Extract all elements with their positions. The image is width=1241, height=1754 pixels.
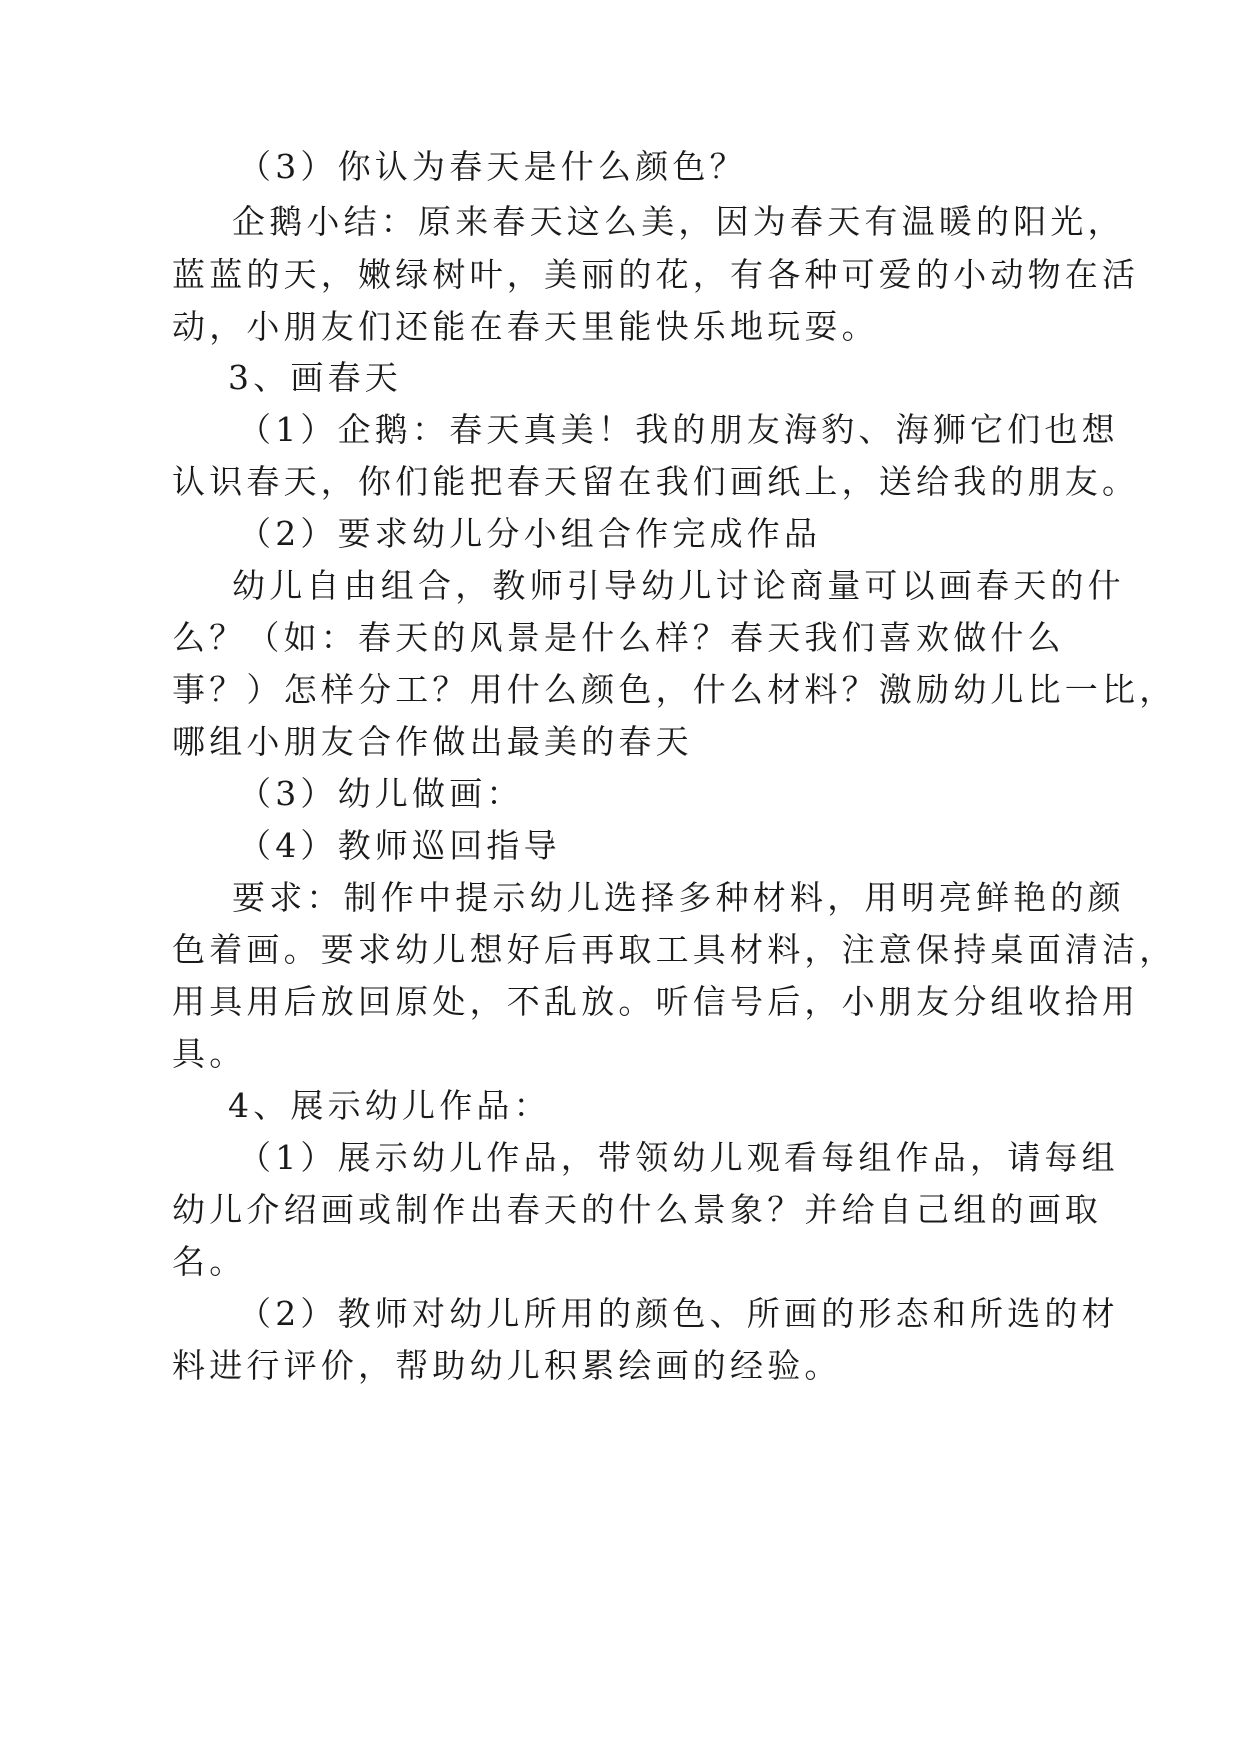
line-24: 料进行评价，帮助幼儿积累绘画的经验。 <box>172 1346 842 1385</box>
line-4: 动，小朋友们还能在春天里能快乐地玩耍。 <box>172 307 879 346</box>
line-22: 名。 <box>172 1242 247 1281</box>
line-19: 4、展示幼儿作品： <box>228 1086 551 1125</box>
line-10: 么？（如：春天的风景是什么样？春天我们喜欢做什么 <box>172 618 1065 657</box>
line-18: 具。 <box>172 1034 247 1073</box>
line-7: 认识春天，你们能把春天留在我们画纸上，送给我的朋友。 <box>172 462 1140 501</box>
line-6: （1）企鹅：春天真美！我的朋友海豹、海狮它们也想 <box>238 410 1119 449</box>
line-11: 事？）怎样分工？用什么颜色，什么材料？激励幼儿比一比， <box>172 670 1177 709</box>
line-16: 色着画。要求幼儿想好后再取工具材料，注意保持桌面清洁， <box>172 930 1177 969</box>
line-2: 企鹅小结：原来春天这么美，因为春天有温暖的阳光， <box>232 202 1125 241</box>
line-14: （4）教师巡回指导 <box>238 826 561 865</box>
line-9: 幼儿自由组合，教师引导幼儿讨论商量可以画春天的什 <box>232 566 1125 605</box>
line-3: 蓝蓝的天，嫩绿树叶，美丽的花，有各种可爱的小动物在活 <box>172 255 1140 294</box>
line-23: （2）教师对幼儿所用的颜色、所画的形态和所选的材 <box>238 1294 1119 1333</box>
line-13: （3）幼儿做画： <box>238 774 524 813</box>
line-17: 用具用后放回原处，不乱放。听信号后，小朋友分组收拾用 <box>172 982 1140 1021</box>
line-21: 幼儿介绍画或制作出春天的什么景象？并给自己组的画取 <box>172 1190 1102 1229</box>
line-5: 3、画春天 <box>228 358 402 397</box>
line-12: 哪组小朋友合作做出最美的春天 <box>172 722 693 761</box>
line-1: （3）你认为春天是什么颜色？ <box>238 147 747 186</box>
line-20: （1）展示幼儿作品，带领幼儿观看每组作品，请每组 <box>238 1138 1119 1177</box>
line-15: 要求：制作中提示幼儿选择多种材料，用明亮鲜艳的颜 <box>232 878 1125 917</box>
line-8: （2）要求幼儿分小组合作完成作品 <box>238 514 822 553</box>
